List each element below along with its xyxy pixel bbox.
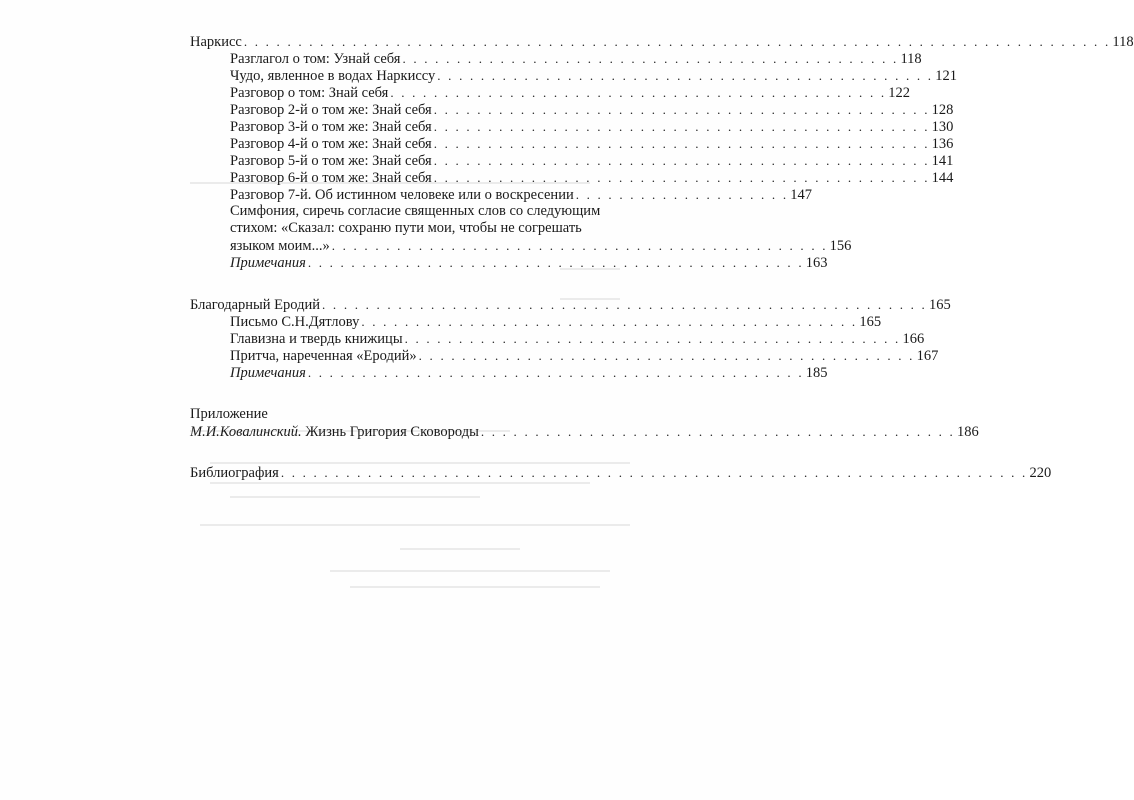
toc-title: Чудо, явленное в водах Наркиссу bbox=[230, 68, 436, 84]
toc-entry[interactable] bbox=[230, 135, 954, 153]
leader-dots: . . . . . . . . . . . . . . . . . . . . . . . . . . . . . . . . . . . . . . . . . . . . . . bbox=[433, 102, 930, 117]
toc-entry[interactable] bbox=[230, 169, 954, 187]
leader-dots: . . . . . . . . . . . . . . . . . . . . . . . . . . . . . . . . . . . . . . . . . . . . . . bbox=[433, 136, 930, 151]
toc-entry[interactable] bbox=[230, 186, 813, 204]
toc-work-title: Жизнь Григория Сковороды bbox=[301, 424, 479, 440]
toc-title: Разговор 4-й о том же: Знай себя bbox=[230, 136, 432, 152]
toc-entry[interactable] bbox=[230, 347, 939, 365]
show-through-line bbox=[230, 496, 480, 498]
toc-section-erodiy[interactable] bbox=[190, 296, 951, 314]
leader-dots: . . . . . . . . . . . . . . . . . . . . . . . . . . . . . . . . . . . . . . . . . . . . . . bbox=[433, 119, 930, 134]
toc-title: Разглагол о том: Узнай себя bbox=[230, 51, 401, 67]
toc-section-bibliography[interactable] bbox=[190, 464, 1052, 482]
leader-dots: . . . . . . . . . . . . . . . . . . . . . . . . . . . . . . . . . . . . . . . . . . . . . . bbox=[390, 85, 887, 100]
toc-title bbox=[190, 424, 479, 441]
toc-page-number: 163 bbox=[805, 255, 828, 271]
toc-title: Примечания bbox=[230, 365, 306, 381]
toc-title: языком моим...» bbox=[230, 238, 330, 254]
toc-title: Примечания bbox=[230, 255, 306, 271]
leader-dots: . . . . . . . . . . . . . . . . . . . . . . . . . . . . . . . . . . . . . . . . . . . . . . bbox=[418, 348, 915, 363]
toc-entry[interactable] bbox=[230, 152, 954, 170]
leader-dots: . . . . . . . . . . . . . . . . . . . . . . . . . . . . . . . . . . . . . . . . . . . . . . bbox=[404, 331, 901, 346]
leader-dots: . . . . . . . . . . . . . . . . . . . . . . . . . . . . . . . . . . . . . . . . . . . . . . bbox=[433, 153, 930, 168]
toc-page-number: 156 bbox=[829, 238, 852, 254]
toc-entry-notes[interactable] bbox=[230, 364, 828, 382]
toc-title: Библиография bbox=[190, 465, 279, 481]
toc-page-number: 167 bbox=[916, 348, 939, 364]
leader-dots: . . . . . . . . . . . . . . . . . . . . . . . . . . . . . . . . . . . . . . . . . . . . . . . . . . . . . . . . . . . . . . . . . . . . . . . . . . . . . . . . bbox=[243, 34, 1111, 49]
toc-title: Разговор 5-й о том же: Знай себя bbox=[230, 153, 432, 169]
toc-title: Разговор 7-й. Об истинном человеке или о воскресении bbox=[230, 187, 574, 203]
leader-dots: . . . . . . . . . . . . . . . . . . . . . . . . . . . . . . . . . . . . . . . . . . . . . . bbox=[433, 170, 930, 185]
toc-entry[interactable] bbox=[230, 101, 954, 119]
toc-title: Притча, нареченная «Еродий» bbox=[230, 348, 417, 364]
leader-dots: . . . . . . . . . . . . . . . . . . . . bbox=[575, 187, 789, 202]
toc-page-number: 130 bbox=[931, 119, 954, 135]
leader-dots: . . . . . . . . . . . . . . . . . . . . . . . . . . . . . . . . . . . . . . . . . . . . . . bbox=[307, 255, 804, 270]
toc-entry[interactable] bbox=[230, 118, 954, 136]
toc-title: Наркисс bbox=[190, 34, 242, 50]
toc-entry-symphony-line2[interactable]: стихом: «Сказал: сохраню пути мои, чтобы не согрешать bbox=[230, 220, 582, 236]
toc-page-number: 147 bbox=[790, 187, 813, 203]
toc-section-appendix[interactable]: Приложение bbox=[190, 406, 268, 422]
toc-entry[interactable] bbox=[230, 313, 882, 331]
toc-page-number: 166 bbox=[902, 331, 925, 347]
toc-page-number: 165 bbox=[928, 297, 951, 313]
toc-page-number: 165 bbox=[859, 314, 882, 330]
toc-author: М.И.Ковалинский. bbox=[190, 424, 302, 440]
toc-entry-symphony-line3[interactable] bbox=[230, 237, 852, 255]
toc-page-number: 220 bbox=[1029, 465, 1052, 481]
toc-page-number: 118 bbox=[900, 51, 922, 67]
leader-dots: . . . . . . . . . . . . . . . . . . . . . . . . . . . . . . . . . . . . . . . . . . . . . . bbox=[361, 314, 858, 329]
toc-title: Письмо С.Н.Дятлову bbox=[230, 314, 360, 330]
toc-title: Главизна и твердь книжицы bbox=[230, 331, 403, 347]
show-through-line bbox=[210, 482, 590, 484]
toc-page-number: 141 bbox=[931, 153, 954, 169]
leader-dots: . . . . . . . . . . . . . . . . . . . . . . . . . . . . . . . . . . . . . . . . . . . . . . bbox=[437, 68, 934, 83]
toc-page-number: 121 bbox=[935, 68, 957, 84]
toc-page-number: 185 bbox=[805, 365, 828, 381]
toc-title: Разговор 6-й о том же: Знай себя bbox=[230, 170, 432, 186]
leader-dots: . . . . . . . . . . . . . . . . . . . . . . . . . . . . . . . . . . . . . . . . . . . . . . bbox=[402, 51, 899, 66]
leader-dots: . . . . . . . . . . . . . . . . . . . . . . . . . . . . . . . . . . . . . . . . . . . . . . . . . . . . . . . . bbox=[322, 297, 927, 312]
toc-title: Разговор 3-й о том же: Знай себя bbox=[230, 119, 432, 135]
toc-entry-kovalinsky[interactable] bbox=[190, 423, 979, 441]
toc-title: Благодарный Еродий bbox=[190, 297, 321, 313]
show-through-line bbox=[200, 524, 630, 526]
toc-entry-notes[interactable] bbox=[230, 254, 828, 272]
toc-title: Разговор о том: Знай себя bbox=[230, 85, 389, 101]
show-through-line bbox=[350, 586, 600, 588]
toc-section-narcissus[interactable] bbox=[190, 33, 1134, 51]
toc-title: Разговор 2-й о том же: Знай себя bbox=[230, 102, 432, 118]
show-through-line bbox=[330, 570, 610, 572]
toc-page-number: 128 bbox=[931, 102, 954, 118]
leader-dots: . . . . . . . . . . . . . . . . . . . . . . . . . . . . . . . . . . . . . . . . . . . . . . bbox=[331, 238, 828, 253]
toc-page-number: 122 bbox=[888, 85, 911, 101]
toc-entry-symphony-line1[interactable]: Симфония, сиречь согласие священных слов со следующим bbox=[230, 203, 601, 219]
toc-entry[interactable] bbox=[230, 67, 957, 85]
leader-dots: . . . . . . . . . . . . . . . . . . . . . . . . . . . . . . . . . . . . . . . . . . . . . . bbox=[307, 365, 804, 380]
toc-entry[interactable] bbox=[230, 330, 925, 348]
toc-page-number: 136 bbox=[931, 136, 954, 152]
toc-entry[interactable] bbox=[230, 50, 922, 68]
toc-entry[interactable] bbox=[230, 84, 911, 102]
leader-dots: . . . . . . . . . . . . . . . . . . . . . . . . . . . . . . . . . . . . . . . . . . . . bbox=[480, 424, 955, 439]
toc-page-number: 118 bbox=[1112, 34, 1134, 50]
toc-page-number: 144 bbox=[931, 170, 954, 186]
show-through-line bbox=[400, 548, 520, 550]
leader-dots: . . . . . . . . . . . . . . . . . . . . . . . . . . . . . . . . . . . . . . . . . . . . . . . . . . . . . . . . . . . . . . . . . . . . . bbox=[280, 465, 1028, 480]
toc-page-number: 186 bbox=[957, 424, 979, 440]
